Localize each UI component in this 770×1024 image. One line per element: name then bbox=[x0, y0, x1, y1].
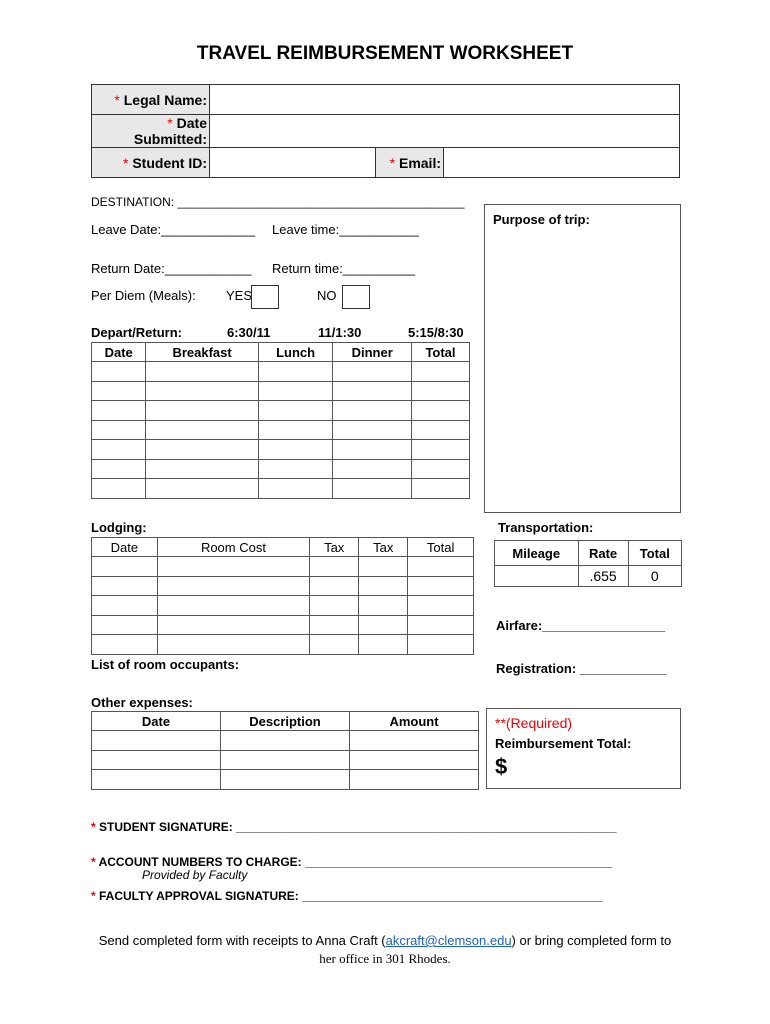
transport-col-rate: Rate bbox=[578, 541, 628, 566]
lodging-label: Lodging: bbox=[91, 520, 147, 535]
yes-checkbox[interactable] bbox=[251, 285, 279, 309]
table-row bbox=[92, 750, 479, 770]
footer-line-2: her office in 301 Rhodes. bbox=[319, 951, 451, 966]
table-row bbox=[92, 459, 470, 479]
time-lunch-dinner: 11/1:30 bbox=[318, 325, 362, 340]
destination-line: DESTINATION: ___________________________________________ bbox=[91, 195, 465, 209]
table-row bbox=[92, 557, 474, 577]
airfare-line: Airfare:_________________ bbox=[496, 618, 666, 633]
faculty-signature-line[interactable]: * FACULTY APPROVAL SIGNATURE: _____________________________________________ bbox=[91, 889, 603, 903]
email-field[interactable] bbox=[444, 148, 680, 178]
other-col-amount: Amount bbox=[350, 712, 479, 731]
return-date: Return Date:____________ bbox=[91, 261, 252, 276]
depart-return-label: Depart/Return: bbox=[91, 325, 183, 340]
meals-col-total: Total bbox=[411, 343, 469, 362]
table-row bbox=[92, 420, 470, 440]
lodging-col-tax2: Tax bbox=[359, 538, 408, 557]
purpose-label: Purpose of trip: bbox=[493, 212, 590, 227]
table-row bbox=[92, 362, 470, 382]
provided-by-faculty: Provided by Faculty bbox=[142, 868, 248, 882]
table-row bbox=[92, 576, 474, 596]
lodging-col-room-cost: Room Cost bbox=[157, 538, 309, 557]
reimbursement-total-label: Reimbursement Total: bbox=[495, 736, 632, 751]
other-col-description: Description bbox=[221, 712, 350, 731]
yes-label: YES bbox=[226, 288, 253, 303]
table-row bbox=[92, 635, 474, 655]
leave-date: Leave Date:_____________ bbox=[91, 222, 256, 237]
mileage-field[interactable] bbox=[495, 566, 579, 587]
meals-col-breakfast: Breakfast bbox=[146, 343, 258, 362]
table-row bbox=[92, 381, 470, 401]
leave-time: Leave time:___________ bbox=[272, 222, 419, 237]
table-row bbox=[92, 615, 474, 635]
footer-line-1: Send completed form with receipts to Anna Craft (akcraft@clemson.edu) or bring completed form to bbox=[98, 933, 672, 948]
room-occupants-label: List of room occupants: bbox=[91, 657, 240, 672]
no-checkbox[interactable] bbox=[342, 285, 370, 309]
other-expenses-label: Other expenses: bbox=[91, 695, 193, 710]
registration-line: Registration: ____________ bbox=[496, 661, 667, 676]
other-expenses-table bbox=[91, 711, 479, 790]
lodging-col-total: Total bbox=[408, 538, 474, 557]
table-row bbox=[92, 401, 470, 421]
meals-col-date: Date bbox=[92, 343, 146, 362]
account-numbers-line[interactable]: * ACCOUNT NUMBERS TO CHARGE: ______________________________________________ bbox=[91, 855, 613, 869]
transport-col-mileage: Mileage bbox=[495, 541, 579, 566]
required-note: **(Required) bbox=[495, 715, 573, 731]
table-row bbox=[92, 479, 470, 499]
other-col-date: Date bbox=[92, 712, 221, 731]
lodging-col-date: Date bbox=[92, 538, 158, 557]
time-dinner: 5:15/8:30 bbox=[408, 325, 464, 340]
reimbursement-total-box[interactable] bbox=[486, 708, 681, 789]
transportation-label: Transportation: bbox=[498, 520, 594, 535]
transport-col-total: Total bbox=[628, 541, 681, 566]
student-signature-line[interactable]: * STUDENT SIGNATURE: _________________________________________________________ bbox=[91, 820, 617, 834]
email-label: * Email: bbox=[376, 148, 444, 178]
lodging-table bbox=[91, 537, 474, 655]
no-label: NO bbox=[317, 288, 337, 303]
header-fields bbox=[91, 84, 680, 178]
date-submitted-label: * Date Submitted: bbox=[92, 115, 210, 148]
lodging-col-tax: Tax bbox=[310, 538, 359, 557]
table-row bbox=[92, 770, 479, 790]
per-diem-label: Per Diem (Meals): bbox=[91, 288, 196, 303]
transport-total-field[interactable]: 0 bbox=[628, 566, 681, 587]
student-id-field[interactable] bbox=[210, 148, 376, 178]
rate-field[interactable]: .655 bbox=[578, 566, 628, 587]
date-submitted-field[interactable] bbox=[210, 115, 680, 148]
currency-symbol: $ bbox=[495, 754, 508, 779]
meals-col-dinner: Dinner bbox=[333, 343, 412, 362]
purpose-box[interactable] bbox=[484, 204, 681, 513]
table-row bbox=[92, 731, 479, 751]
legal-name-field[interactable] bbox=[210, 85, 680, 115]
contact-email-link[interactable]: akcraft@clemson.edu bbox=[385, 933, 512, 948]
page-title: TRAVEL REIMBURSEMENT WORKSHEET bbox=[196, 43, 574, 64]
student-id-label: * Student ID: bbox=[92, 148, 210, 178]
transportation-table bbox=[494, 540, 682, 587]
table-row bbox=[92, 440, 470, 460]
time-breakfast-lunch: 6:30/11 bbox=[227, 325, 271, 340]
meals-table bbox=[91, 342, 470, 499]
table-row bbox=[92, 596, 474, 616]
legal-name-label: * Legal Name: bbox=[92, 85, 210, 115]
return-time: Return time:__________ bbox=[272, 261, 416, 276]
meals-col-lunch: Lunch bbox=[258, 343, 333, 362]
